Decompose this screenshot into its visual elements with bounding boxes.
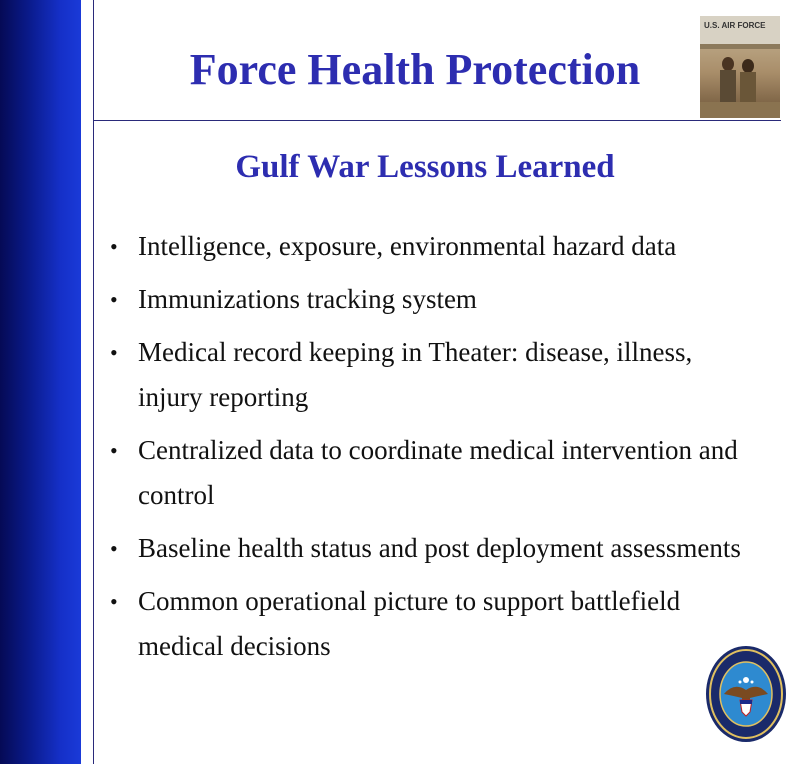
bullet-item: • Medical record keeping in Theater: disease, illness, injury reporting xyxy=(100,330,760,420)
bullet-item: • Common operational picture to support battlefield medical decisions xyxy=(100,579,760,669)
bullet-dot-icon: • xyxy=(110,287,118,312)
air-force-photo xyxy=(700,16,780,118)
bullet-item: • Immunizations tracking system xyxy=(100,277,760,322)
bullet-dot-icon: • xyxy=(110,589,118,614)
svg-text:U.S. AIR FORCE: U.S. AIR FORCE xyxy=(704,21,766,30)
horizontal-divider xyxy=(93,120,781,121)
bullet-item: • Baseline health status and post deployment assessments xyxy=(100,526,760,571)
bullet-item: • Intelligence, exposure, environmental hazard data xyxy=(100,224,760,269)
department-of-defense-seal-icon xyxy=(704,644,788,744)
slide-subtitle: Gulf War Lessons Learned xyxy=(235,149,615,185)
bullet-dot-icon: • xyxy=(110,340,118,365)
bullet-list xyxy=(100,224,760,677)
bullet-dot-icon: • xyxy=(110,234,118,259)
left-sidebar-band xyxy=(0,0,81,764)
slide-title: Force Health Protection xyxy=(189,45,641,94)
vertical-divider xyxy=(93,0,94,764)
bullet-item: • Centralized data to coordinate medical intervention and control xyxy=(100,428,760,518)
bullet-dot-icon: • xyxy=(110,438,118,463)
bullet-dot-icon: • xyxy=(110,536,118,561)
